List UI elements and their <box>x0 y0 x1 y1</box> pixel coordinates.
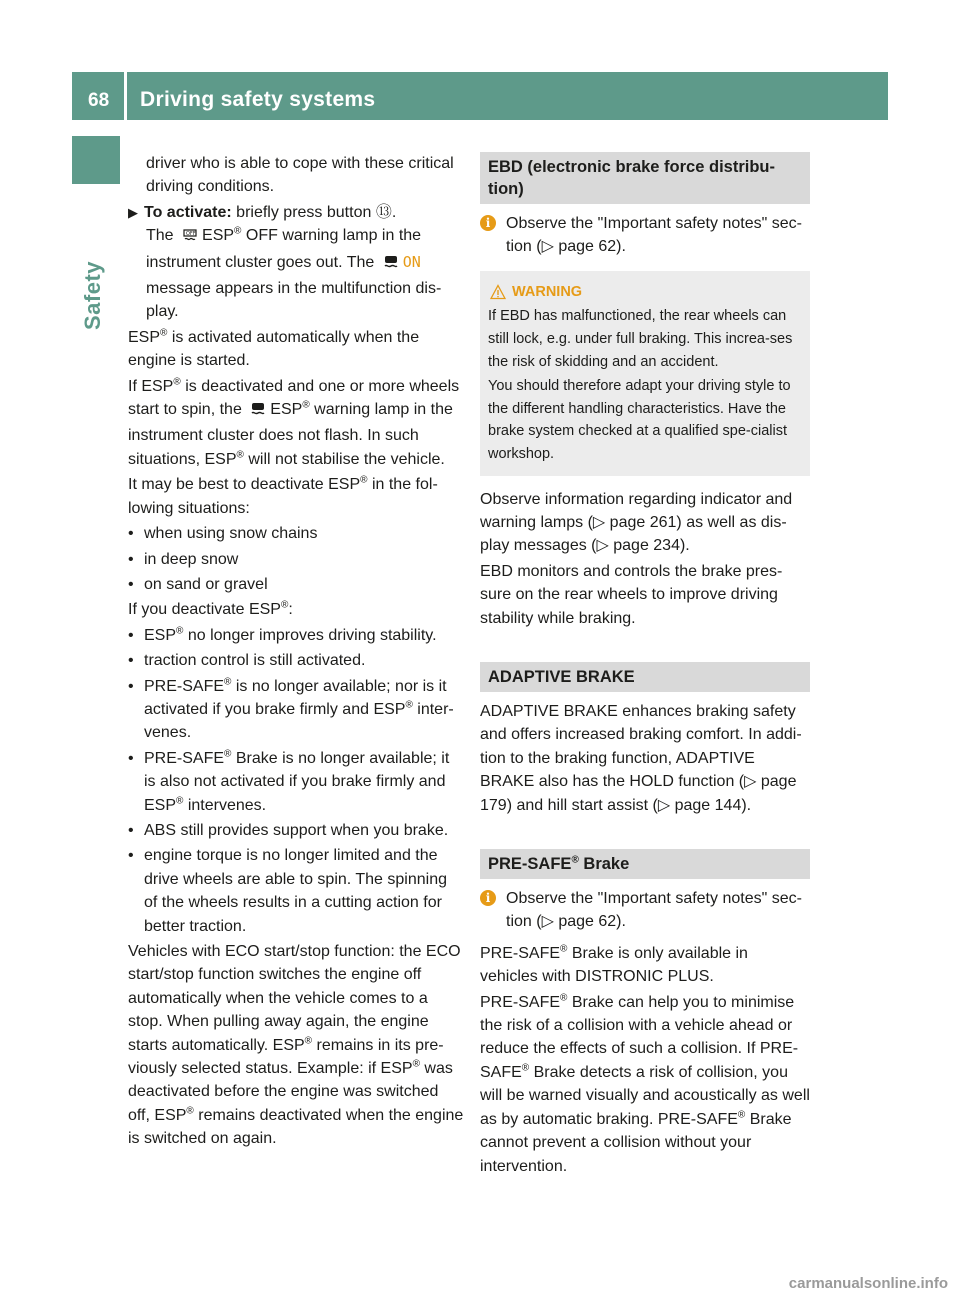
info-icon: i <box>480 215 496 231</box>
step-arrow-icon: ▶ <box>128 204 138 220</box>
list-item: • on sand or gravel <box>128 575 268 593</box>
right-column <box>480 152 810 1180</box>
ebd-paragraph-1: Observe information regarding indicator and warning lamps (▷ page 261) as well as dis-play messages (▷ page 234). <box>480 490 793 555</box>
presafe-brake-heading: PRE-SAFE® Brake <box>480 849 810 879</box>
warning-text-1: If EBD has malfunctioned, the rear wheels can still lock, e.g. under full braking. This increa-ses the risk of skidding and an accident. <box>488 308 793 370</box>
adaptive-brake-paragraph: ADAPTIVE BRAKE enhances braking safety and offers increased braking comfort. In addi-tion to the braking function, ADAPTIVE BRAKE also has the HOLD function (▷ page 179) and hill start assist (▷ page 144). <box>480 703 802 814</box>
warning-box <box>480 271 810 476</box>
presafe-paragraph-1: PRE-SAFE® Brake is only available in vehicles with DISTRONIC PLUS. <box>480 943 748 986</box>
intro-paragraph: driver who is able to cope with these critical driving conditions. <box>146 155 454 196</box>
ebd-info-note: i Observe the "Important safety notes" sec-tion (▷ page 62). <box>480 212 810 259</box>
section-tab <box>72 136 120 184</box>
watermark: carmanualsonline.info <box>788 1275 948 1292</box>
button-ref: ⑬ <box>375 203 392 221</box>
section-side-label: Safety <box>80 260 105 330</box>
activate-result: The OFF ESP® OFF warning lamp in the instrument cluster goes out. The ON message appears in the multifunction dis-play. <box>146 225 442 321</box>
list-item: • ABS still provides support when you brake. <box>128 821 449 839</box>
svg-text:OFF: OFF <box>186 231 196 238</box>
presafe-info-note: i Observe the "Important safety notes" sec-tion (▷ page 62). <box>480 887 810 934</box>
left-column <box>128 152 464 1153</box>
activate-label: To activate: <box>144 203 232 221</box>
list-item: • ESP® no longer improves driving stability. <box>128 625 437 644</box>
esp-warning-icon <box>250 401 266 424</box>
if-deactivate-heading: If you deactivate ESP®: <box>128 599 293 619</box>
adaptive-brake-heading: ADAPTIVE BRAKE <box>480 662 810 692</box>
esp-spin-paragraph: If ESP® is deactivated and one or more wheels start to spin, the ESP® warning lamp in the instrument cluster does not flash. In such situations, ESP® will not stabilise the vehicle. <box>128 376 460 468</box>
warning-icon <box>490 284 506 300</box>
list-item: • engine torque is no longer limited and the drive wheels are able to spin. The spinning of the wheels results in a cutting action for better traction. <box>128 847 447 935</box>
activate-step: ▶ To activate: briefly press button ⑬. <box>128 201 464 224</box>
page-number: 68 <box>88 90 110 111</box>
ebd-paragraph-2: EBD monitors and controls the brake pres-sure on the rear wheels to improve driving stability while braking. <box>480 562 783 627</box>
list-item: • in deep snow <box>128 550 239 568</box>
deactivate-advice: It may be best to deactivate ESP® in the fol-lowing situations: <box>128 474 438 517</box>
presafe-paragraph-2: PRE-SAFE® Brake can help you to minimise the risk of a collision with a vehicle ahead or reduce the effects of such a collision. If PRE-SAFE® Brake detects a risk of collision, you will be warned visually and acoustically as well as by automatic braking. PRE-SAFE® Brake cannot prevent a collision without your intervention. <box>480 992 810 1175</box>
warning-title: WARNING <box>488 281 802 304</box>
list-item: • PRE-SAFE® Brake is no longer available; it is also not activated if you brake firmly and ESP® intervenes. <box>128 748 450 814</box>
info-icon: i <box>480 890 496 906</box>
header-separator <box>124 72 127 120</box>
eco-paragraph: Vehicles with ECO start/stop function: the ECO start/stop function switches the engine off automatically when the vehicle comes to a stop. When pulling away again, the engine starts automatically. ESP® remains in its pre-viously selected status. Example: if ESP® was deactivated before the engine was switched off, ESP® remains deactivated when the engine is switched on again. <box>128 943 464 1148</box>
warning-text-2: You should therefore adapt your driving style to the different handling characteristics. Have the brake system checked at a qualified spe-cialist workshop. <box>488 378 791 462</box>
list-item: • PRE-SAFE® is no longer available; nor is it activated if you brake firmly and ESP® inter-venes. <box>128 676 454 742</box>
list-item: • when using snow chains <box>128 525 318 543</box>
esp-off-icon <box>182 227 198 250</box>
esp-car-icon <box>383 254 399 277</box>
esp-auto-paragraph: ESP® is activated automatically when the engine is started. <box>128 327 420 370</box>
ebd-heading: EBD (electronic brake force distribu-tion) <box>480 152 810 204</box>
page-title: Driving safety systems <box>140 88 376 111</box>
list-item: • traction control is still activated. <box>128 652 366 670</box>
on-message-text: ON <box>402 252 421 271</box>
